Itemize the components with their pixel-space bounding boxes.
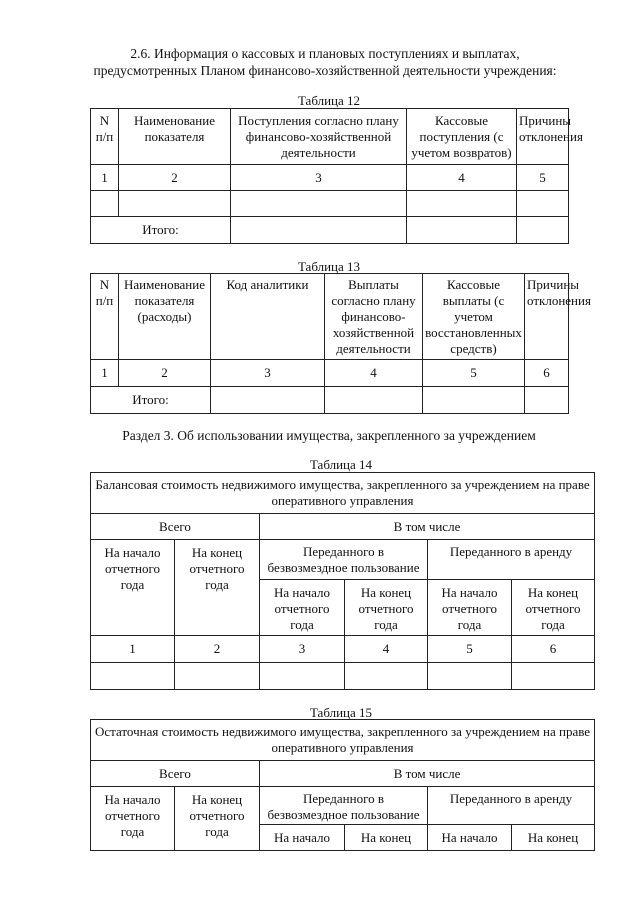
heading-line-2: предусмотренных Планом финансово-хозяйственной деятельности учреждения: [93,63,557,78]
t14-empty-cell [175,663,260,690]
t15-total-label: Всего [91,761,260,787]
t12-num-2: 2 [119,165,231,191]
t14-num-2: 2 [175,636,260,663]
t14-rent-label: Переданного в аренду [428,540,595,580]
t12-num-3: 3 [231,165,407,191]
t13-num-3: 3 [211,360,325,387]
t14-free-use-label: Переданного в безвозмездное пользование [260,540,428,580]
t14-start-label: На начало отчетного года [91,540,175,636]
t14-title: Балансовая стоимость недвижимого имущества, закрепленного за учреждением на праве оперативного управления [91,473,595,514]
t13-header-cash: Кассовые выплаты (с учетом восстановленных средств) [423,274,525,360]
table-13-caption: Таблица 13 [297,259,361,274]
t12-empty-cell [119,191,231,217]
table-15 [90,719,595,851]
t13-empty-cell [525,387,569,414]
t13-num-2: 2 [119,360,211,387]
t12-empty-cell [517,191,569,217]
t12-empty-cell [231,191,407,217]
t13-num-5: 5 [423,360,525,387]
t15-rent-end: На конец [512,825,595,851]
t15-title: Остаточная стоимость недвижимого имущества, закрепленного за учреждением на праве оперативного управления [91,720,595,761]
t13-empty-cell [211,387,325,414]
table-12-caption: Таблица 12 [297,93,361,108]
t12-header-name: Наименование показателя [119,109,231,165]
t12-empty-cell [407,217,517,244]
section-3-heading: Раздел 3. Об использовании имущества, закрепленного за учреждением [122,428,536,443]
t14-empty-cell [260,663,345,690]
t14-empty-cell [91,663,175,690]
t14-num-5: 5 [428,636,512,663]
t13-total-label: Итого: [91,387,211,414]
t14-rent-start: На начало отчетного года [428,580,512,636]
table-14-caption: Таблица 14 [309,457,373,472]
t15-free-use-label: Переданного в безвозмездное пользование [260,787,428,825]
table-12 [90,108,583,244]
t12-total-label: Итого: [91,217,231,244]
t14-empty-cell [428,663,512,690]
t12-empty-cell [231,217,407,244]
t14-num-4: 4 [345,636,428,663]
t13-empty-cell [423,387,525,414]
t12-header-reasons: Причины отклонения [517,109,569,165]
t12-empty-cell [91,191,119,217]
t13-num-4: 4 [325,360,423,387]
t14-end-label: На конец отчетного года [175,540,260,636]
t14-rent-end: На конец отчетного года [512,580,595,636]
t13-num-1: 1 [91,360,119,387]
t12-header-plan: Поступления согласно плану финансово-хозяйственной деятельности [231,109,407,165]
t12-num-4: 4 [407,165,517,191]
t13-empty-cell [325,387,423,414]
t15-free-use-end: На конец [345,825,428,851]
t14-free-use-start: На начало отчетного года [260,580,345,636]
table-14 [90,472,595,690]
t13-header-name: Наименование показателя (расходы) [119,274,211,360]
t14-empty-cell [512,663,595,690]
t15-free-use-start: На начало [260,825,345,851]
t13-header-code: Код аналитики [211,274,325,360]
t12-num-1: 1 [91,165,119,191]
t12-empty-cell [517,217,569,244]
t12-header-num: N п/п [91,109,119,165]
t14-num-6: 6 [512,636,595,663]
table-15-caption: Таблица 15 [309,705,373,720]
t14-total-label: Всего [91,514,260,540]
t14-num-3: 3 [260,636,345,663]
t15-incl-label: В том числе [260,761,595,787]
t15-end-label: На конец отчетного года [175,787,260,851]
t14-free-use-end: На конец отчетного года [345,580,428,636]
t14-empty-cell [345,663,428,690]
t15-start-label: На начало отчетного года [91,787,175,851]
table-13 [90,273,591,414]
t14-incl-label: В том числе [260,514,595,540]
t12-header-cash: Кассовые поступления (с учетом возвратов) [407,109,517,165]
t12-num-5: 5 [517,165,569,191]
t13-header-plan: Выплаты согласно плану финансово-хозяйственной деятельности [325,274,423,360]
t13-num-6: 6 [525,360,569,387]
t13-header-num: N п/п [91,274,119,360]
t13-header-reasons: Причины отклонения [525,274,569,360]
t15-rent-label: Переданного в аренду [428,787,595,825]
t15-rent-start: На начало [428,825,512,851]
heading-line-1: 2.6. Информация о кассовых и плановых поступлениях и выплатах, [130,46,520,61]
t12-empty-cell [407,191,517,217]
t14-num-1: 1 [91,636,175,663]
section-heading [90,45,560,79]
